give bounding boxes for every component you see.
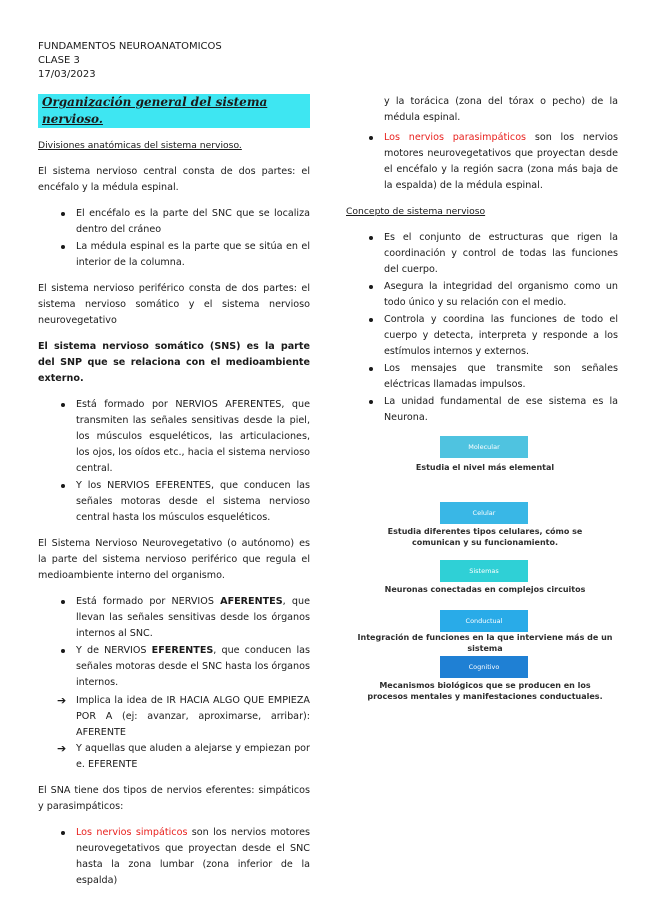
- course-name: FUNDAMENTOS NEUROANATOMICOS: [38, 41, 222, 52]
- level-desc-celular: Estudia diferentes tipos celulares, cómo se comunican y su funcionamiento.: [387, 527, 583, 547]
- list-item: [38, 594, 310, 642]
- item-text: son los nervios motores neurovegetativos que proyectan desde el encéfalo y la región sacra (zona más baja de la espalda) de la médula espinal.: [384, 132, 618, 191]
- list-item: [38, 825, 310, 889]
- list-item: La médula espinal es la parte que se sitúa en el interior de la columna.: [38, 239, 310, 271]
- list-item: Está formado por NERVIOS AFERENTES, que transmiten las señales sensitivas desde la piel, los músculos esqueléticos, las articulaciones, los ojos, los oídos etc., hacia el sistema nervioso central.: [38, 397, 310, 477]
- list-item: La unidad fundamental de ese sistema es la Neurona.: [346, 394, 618, 426]
- item-emphasis: EFERENTES: [151, 645, 214, 656]
- class-number: CLASE 3: [38, 55, 80, 66]
- parasympathetic-label: Los nervios parasimpáticos: [384, 132, 527, 143]
- item-text: , que conducen las señales motoras desde el SNC hasta los órganos internos.: [76, 645, 310, 688]
- sna-paragraph: El Sistema Nervioso Neurovegetativo (o autónomo) es la parte del sistema nervioso periférico que regula el medioambiente interno del organismo.: [38, 538, 310, 581]
- snp-paragraph: El sistema nervioso periférico consta de dos partes: el sistema nervioso somático y el sistema nervioso neurovegetativo: [38, 283, 310, 326]
- list-item: [346, 130, 618, 194]
- snc-list: [38, 206, 310, 271]
- arrow-right-icon: ➔: [57, 742, 67, 755]
- item-text: , que llevan las señales sensitivas desde los órganos internos al SNC.: [76, 596, 311, 639]
- left-column: [38, 94, 310, 899]
- class-date: 17/03/2023: [38, 69, 96, 80]
- list-item: Asegura la integridad del organismo como un todo único y su relación con el medio.: [346, 279, 618, 311]
- level-box-molecular: Molecular: [440, 436, 528, 458]
- parasympathetic-list: [346, 130, 618, 194]
- level-box-conductual: Conductual: [440, 610, 528, 632]
- level-box-sistemas: Sistemas: [440, 560, 528, 582]
- list-item: [38, 693, 310, 741]
- item-text: Implica la idea de IR HACIA ALGO QUE EMPIEZA POR A (ej: avanzar, aproximarse, arribar): AFERENTE: [76, 695, 310, 738]
- snc-paragraph: El sistema nervioso central consta de dos partes: el encéfalo y la médula espinal.: [38, 166, 310, 193]
- nerve-types-paragraph: El SNA tiene dos tipos de nervios eferentes: simpáticos y parasimpáticos:: [38, 785, 310, 812]
- level-box-celular: Celular: [440, 502, 528, 524]
- item-emphasis: AFERENTES: [220, 596, 283, 607]
- list-item: [38, 643, 310, 691]
- level-desc-sistemas: Neuronas conectadas en complejos circuitos: [384, 585, 586, 594]
- list-item: Los mensajes que transmite son señales eléctricas llamadas impulsos.: [346, 361, 618, 393]
- sns-list: [38, 397, 310, 526]
- sns-paragraph: El sistema nervioso somático (SNS) es la parte del SNP que se relaciona con el medioambiente externo.: [38, 341, 310, 384]
- concept-list: [346, 230, 618, 426]
- continued-text: y la torácica (zona del tórax o pecho) de la médula espinal.: [384, 96, 618, 123]
- sympathetic-label: Los nervios simpáticos: [76, 827, 188, 838]
- list-item: Es el conjunto de estructuras que rigen la coordinación y control de todas las funciones del cuerpo.: [346, 230, 618, 278]
- item-text: Y aquellas que aluden a alejarse y empiezan por e. EFERENTE: [76, 743, 310, 770]
- arrow-right-icon: ➔: [57, 694, 67, 707]
- item-text: Está formado por NERVIOS: [76, 596, 221, 607]
- sna-list: [38, 594, 310, 691]
- level-desc-conductual: Integración de funciones en la que interviene más de un sistema: [357, 633, 613, 653]
- concept-title: Concepto de sistema nervioso: [346, 206, 486, 217]
- list-item: Y los NERVIOS EFERENTES, que conducen las señales motoras desde el sistema nervioso central hasta los músculos esqueléticos.: [38, 478, 310, 526]
- list-item: Controla y coordina las funciones de todo el cuerpo y detecta, interpreta y responde a los estímulos internos y externos.: [346, 312, 618, 360]
- section-title: Organización general del sistema nervioso.: [38, 94, 310, 128]
- level-box-cognitivo: Cognitivo: [440, 656, 528, 678]
- level-desc-cognitivo: Mecanismos biológicos que se producen en los procesos mentales y manifestaciones conductuales.: [367, 681, 603, 701]
- item-text: son los nervios motores neurovegetativos que proyectan desde el SNC hasta la zona lumbar (zona inferior de la espalda): [76, 827, 310, 886]
- document-header: [38, 40, 222, 82]
- level-desc-molecular: Estudia el nivel más elemental: [415, 463, 555, 472]
- subsection-title: Divisiones anatómicas del sistema nervioso.: [38, 140, 242, 151]
- sympathetic-list: [38, 825, 310, 889]
- list-item: El encéfalo es la parte del SNC que se localiza dentro del cráneo: [38, 206, 310, 238]
- mnemonic-list: [38, 693, 310, 773]
- list-item: [38, 741, 310, 773]
- right-column: [346, 94, 618, 436]
- item-text: Y de NERVIOS: [76, 645, 152, 656]
